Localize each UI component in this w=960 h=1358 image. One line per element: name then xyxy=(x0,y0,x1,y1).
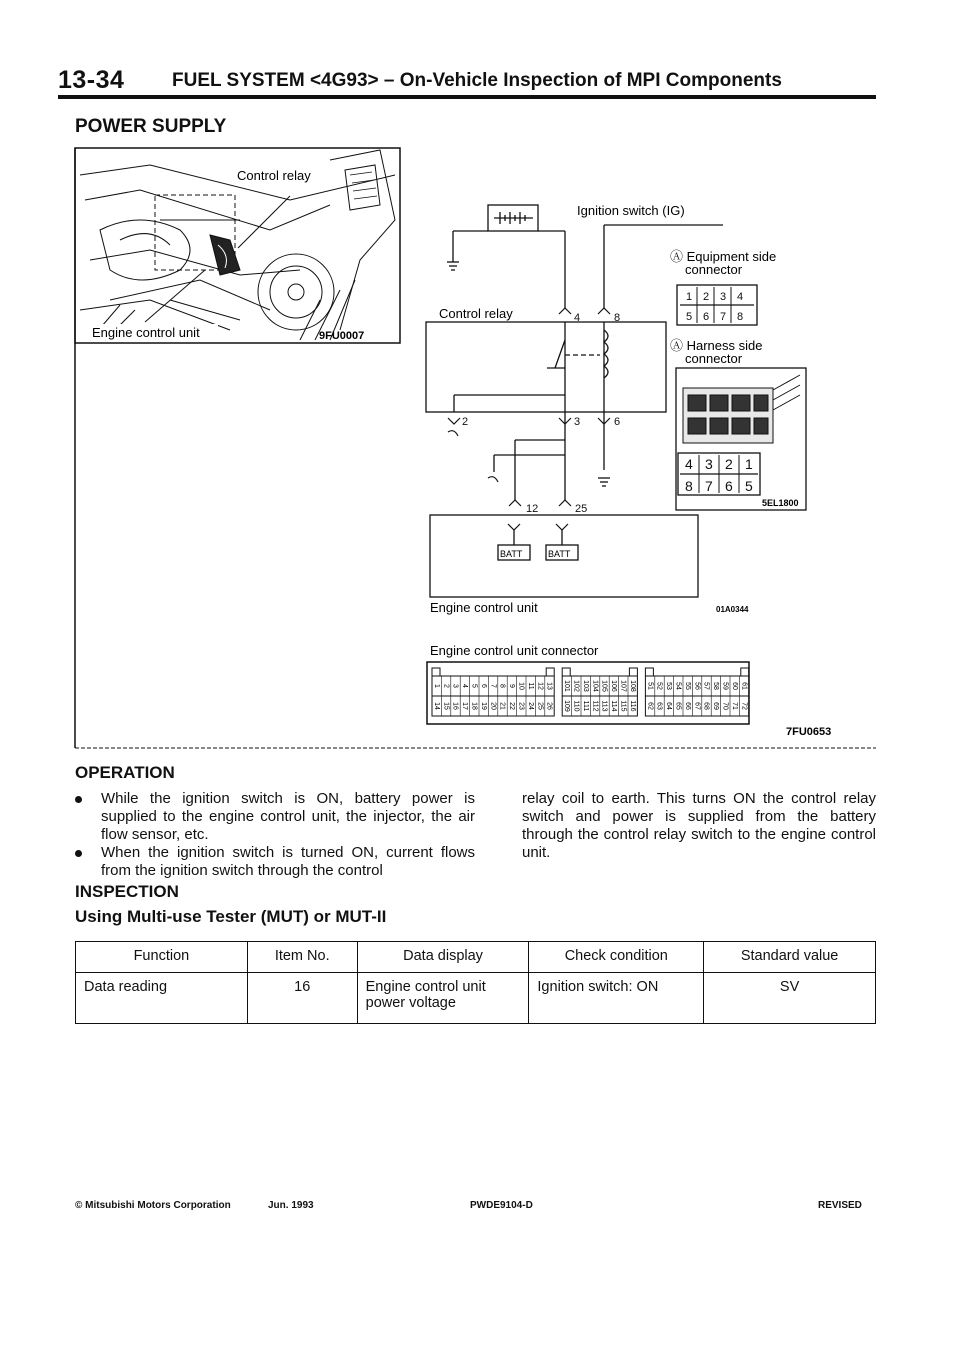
svg-text:7: 7 xyxy=(705,478,713,494)
ecu-pin-label: 54 xyxy=(674,682,682,690)
ecu-pin-label: 60 xyxy=(730,682,738,690)
ecu-pin-label: 6 xyxy=(479,684,487,688)
footer-status: REVISED xyxy=(818,1200,862,1211)
ecu-pin-label: 105 xyxy=(600,680,608,692)
ecu-pin-label: 24 xyxy=(526,702,534,710)
svg-text:3: 3 xyxy=(574,416,581,428)
footer-copyright: © Mitsubishi Motors Corporation xyxy=(75,1200,231,1211)
page-title: FUEL SYSTEM <4G93> – On-Vehicle Inspection of MPI Components xyxy=(172,70,782,91)
operation-title: OPERATION xyxy=(75,763,175,782)
ecu-connector-label: Engine control unit connector xyxy=(430,643,599,658)
inspection-table xyxy=(75,941,876,1024)
ecu-pin-label: 71 xyxy=(730,702,738,710)
ecu-connector-outline xyxy=(427,662,749,724)
location-figure-code: 9FU0007 xyxy=(319,330,365,342)
ecu-pin-label: 2 xyxy=(442,684,450,688)
location-control-relay-label: Control relay xyxy=(237,168,311,183)
ecu-pin-label: 112 xyxy=(591,700,599,712)
pin-markers xyxy=(448,308,610,530)
ecu-pin-label: 11 xyxy=(526,682,534,690)
ecu-pin-label: 108 xyxy=(628,680,636,692)
svg-text:6: 6 xyxy=(614,416,621,428)
control-relay-label: Control relay xyxy=(439,306,513,321)
equipment-connector-pins xyxy=(686,291,743,323)
ecu-pin-label: 20 xyxy=(489,702,497,710)
ecu-pin-label: 8 xyxy=(498,684,506,688)
ecu-pin-label: 109 xyxy=(563,700,571,712)
inspection-subtitle: Using Multi-use Tester (MUT) or MUT-II xyxy=(75,907,387,926)
inspection-title: INSPECTION xyxy=(75,882,179,901)
figure-frame xyxy=(75,148,876,748)
ecu-pin-label: 22 xyxy=(508,702,516,710)
ecu-pin-label: 19 xyxy=(479,702,487,710)
ecu-pin-label: 25 xyxy=(536,702,544,710)
pin-numbers xyxy=(462,312,620,515)
svg-text:7: 7 xyxy=(720,311,727,323)
ecu-pin-label: 10 xyxy=(517,682,525,690)
ecu-pin-label: 56 xyxy=(693,682,701,690)
ecu-pin-label: 59 xyxy=(721,682,729,690)
ecu-pin-label: 57 xyxy=(702,682,710,690)
table-cell: 16 xyxy=(247,973,357,1024)
ecu-pin-label: 55 xyxy=(683,682,691,690)
footer-date: Jun. 1993 xyxy=(268,1200,314,1211)
ecu-pin-label: 61 xyxy=(740,682,748,690)
ecu-pin-label: 18 xyxy=(470,702,478,710)
svg-text:2: 2 xyxy=(725,456,733,472)
page-number: 13-34 xyxy=(58,66,125,94)
ecu-pin-label: 65 xyxy=(674,702,682,710)
svg-text:2: 2 xyxy=(462,416,469,428)
operation-bullets xyxy=(75,790,475,880)
ecu-pin-label: 70 xyxy=(721,702,729,710)
ecu-pin-label: 72 xyxy=(740,702,748,710)
svg-text:6: 6 xyxy=(703,311,710,323)
table-header: Standard value xyxy=(704,942,876,973)
batt-label-2: BATT xyxy=(548,549,571,559)
ignition-switch-label: Ignition switch (IG) xyxy=(577,203,685,218)
svg-text:25: 25 xyxy=(575,503,588,515)
harness-figure-code: 5EL1800 xyxy=(762,498,799,508)
equipment-side-label-2: connector xyxy=(685,262,743,277)
ecu-pin-label: 51 xyxy=(646,682,654,690)
circuit-figure-code: 01A0344 xyxy=(716,605,749,614)
ecu-label: Engine control unit xyxy=(430,600,538,615)
location-ecu-label: Engine control unit xyxy=(92,325,200,340)
ecu-pin-group-latch xyxy=(645,668,748,676)
table-cell: SV xyxy=(704,973,876,1024)
ecu-connector-pins xyxy=(432,668,749,716)
ecu-pin-label: 114 xyxy=(610,700,618,712)
ecu-pin-label: 102 xyxy=(572,680,580,692)
svg-text:1: 1 xyxy=(686,291,693,303)
ecu-pin-label: 53 xyxy=(665,682,673,690)
table-cell: Ignition switch: ON xyxy=(529,973,704,1024)
svg-text:5: 5 xyxy=(686,311,693,323)
table-cell: Engine control unit power voltage xyxy=(357,973,529,1024)
ecu-pin-label: 23 xyxy=(517,702,525,710)
table-header: Data display xyxy=(357,942,529,973)
svg-text:2: 2 xyxy=(703,291,710,303)
svg-text:8: 8 xyxy=(737,311,744,323)
ecu-pin-label: 68 xyxy=(702,702,710,710)
operation-bullet-2: When the ignition switch is turned ON, current flows from the ignition switch through the control xyxy=(75,844,475,880)
svg-text:4: 4 xyxy=(685,456,693,472)
ecu-pin-label: 116 xyxy=(628,700,636,712)
svg-text:1: 1 xyxy=(745,456,753,472)
operation-continued: relay coil to earth. This turns ON the control relay switch and power is supplied from the battery through the control relay switch to the engine control unit. xyxy=(522,790,876,861)
svg-text:6: 6 xyxy=(725,478,733,494)
equipment-side-label: Ⓐ Equipment side xyxy=(670,249,777,264)
ecu-pin-label: 63 xyxy=(655,702,663,710)
ecu-pin-label: 14 xyxy=(432,702,440,710)
ecu-pin-label: 107 xyxy=(619,680,627,692)
harness-side-label-2: connector xyxy=(685,351,743,366)
ecu-pin-label: 101 xyxy=(563,680,571,692)
section-title: POWER SUPPLY xyxy=(75,116,227,137)
svg-text:5: 5 xyxy=(745,478,753,494)
ecu-pin-label: 52 xyxy=(655,682,663,690)
ecu-pin-label: 1 xyxy=(432,684,440,688)
ecu-pin-group-latch xyxy=(562,668,637,676)
harness-connector-illustration xyxy=(683,375,800,443)
table-header: Item No. xyxy=(247,942,357,973)
ecu-pin-label: 12 xyxy=(536,682,544,690)
ground-symbols xyxy=(447,262,610,486)
table-header: Function xyxy=(76,942,248,973)
svg-text:3: 3 xyxy=(720,291,727,303)
ecu-pin-label: 4 xyxy=(461,684,469,688)
ecu-pin-label: 21 xyxy=(498,702,506,710)
ecu-pin-label: 17 xyxy=(461,702,469,710)
ecu-pin-label: 5 xyxy=(470,684,478,688)
ecu-pin-label: 113 xyxy=(600,700,608,712)
ecu-pin-label: 111 xyxy=(581,700,589,712)
ecu-pin-label: 104 xyxy=(591,680,599,692)
ecu-pin-label: 64 xyxy=(665,702,673,710)
svg-text:12: 12 xyxy=(526,503,539,515)
ecu-pin-label: 115 xyxy=(619,700,627,712)
ecu-pin-label: 58 xyxy=(712,682,720,690)
batt-label-1: BATT xyxy=(500,549,523,559)
table-header-row xyxy=(76,942,876,973)
ecu-pin-label: 69 xyxy=(712,702,720,710)
ecu-pin-label: 16 xyxy=(451,702,459,710)
ecu-pin-label: 110 xyxy=(572,700,580,712)
ecu-pin-label: 103 xyxy=(581,680,589,692)
operation-bullet-1: While the ignition switch is ON, battery power is supplied to the engine control unit, the injector, the air flow sensor, etc. xyxy=(75,790,475,844)
ecu-pin-group-latch xyxy=(432,668,554,676)
footer-doc-code: PWDE9104-D xyxy=(470,1200,533,1211)
ecu-connector-code: 7FU0653 xyxy=(786,726,832,738)
bullet-icon xyxy=(75,850,82,857)
ecu-pin-label: 26 xyxy=(545,702,553,710)
svg-text:8: 8 xyxy=(685,478,693,494)
ecu-pin-label: 7 xyxy=(489,684,497,688)
bullet-icon xyxy=(75,796,82,803)
table-cell: Data reading xyxy=(76,973,248,1024)
ecu-pin-label: 67 xyxy=(693,702,701,710)
svg-text:3: 3 xyxy=(705,456,713,472)
svg-text:4: 4 xyxy=(574,312,581,324)
ecu-pin-label: 66 xyxy=(683,702,691,710)
ecu-pin-label: 9 xyxy=(508,684,516,688)
harness-side-label: Ⓐ Harness side xyxy=(670,338,763,353)
table-row xyxy=(76,973,876,1024)
ecu-pin-label: 13 xyxy=(545,682,553,690)
ecu-pin-label: 3 xyxy=(451,684,459,688)
svg-text:8: 8 xyxy=(614,312,621,324)
table-header: Check condition xyxy=(529,942,704,973)
ecu-pin-label: 15 xyxy=(442,702,450,710)
ecu-pin-label: 62 xyxy=(646,702,654,710)
ecu-pin-label: 106 xyxy=(610,680,618,692)
svg-text:4: 4 xyxy=(737,291,744,303)
